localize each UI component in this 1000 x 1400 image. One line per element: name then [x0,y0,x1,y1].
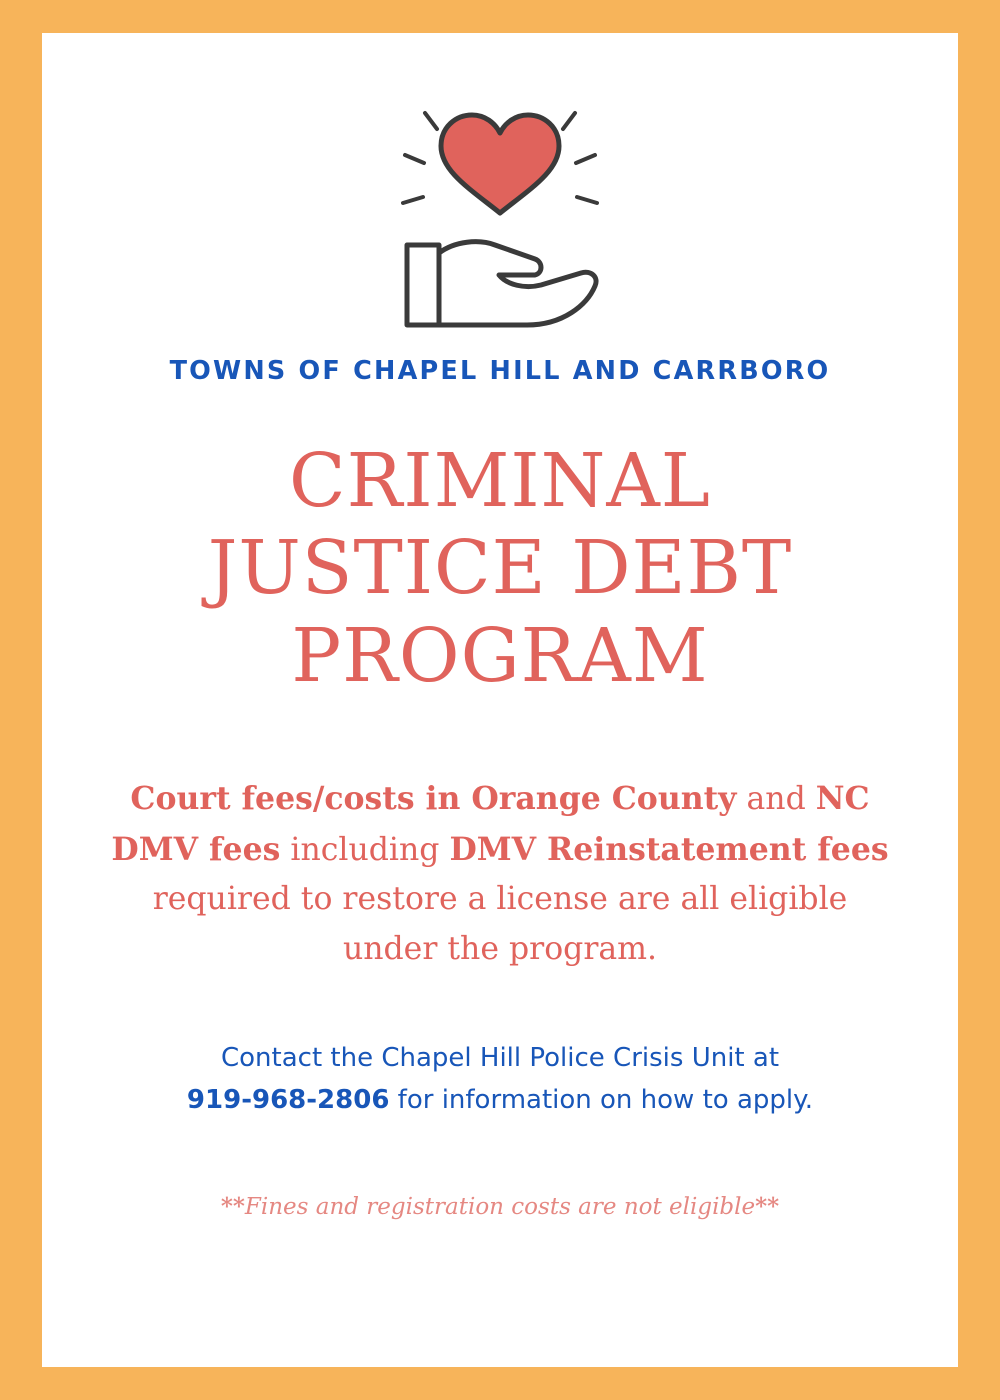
body-bold-3: NC DMV fees [111,779,870,868]
body-text-4: including [280,831,450,868]
contact-block [105,1037,895,1121]
body-bold-1: Court fees/costs in Orange County [130,779,737,817]
footnote-stars-close: ** [755,1193,780,1221]
title-line-1: CRIMINAL [289,438,711,524]
poster-card [42,33,958,1367]
program-description [105,774,895,975]
footnote [105,1193,895,1220]
body-text-2: and [736,780,816,817]
contact-line-1: Contact the Chapel Hill Police Crisis Unit at [220,1043,780,1073]
hand-holding-heart-icon [370,88,630,338]
footnote-stars-open: ** [220,1193,245,1221]
page-title [110,438,890,700]
contact-phone[interactable]: 919-968-2806 [186,1085,390,1116]
title-line-2: JUSTICE DEBT [207,525,793,612]
title-line-3: PROGRAM [291,612,709,699]
body-bold-5: DMV Reinstatement fees [449,830,889,868]
body-text-6: required to restore a license are all eligible under the program. [152,881,848,968]
footnote-text: Fines and registration costs are not eligible [244,1194,756,1221]
org-line: TOWNS OF CHAPEL HILL AND CARRBORO [169,356,831,386]
contact-line-2: for information on how to apply. [389,1085,814,1116]
